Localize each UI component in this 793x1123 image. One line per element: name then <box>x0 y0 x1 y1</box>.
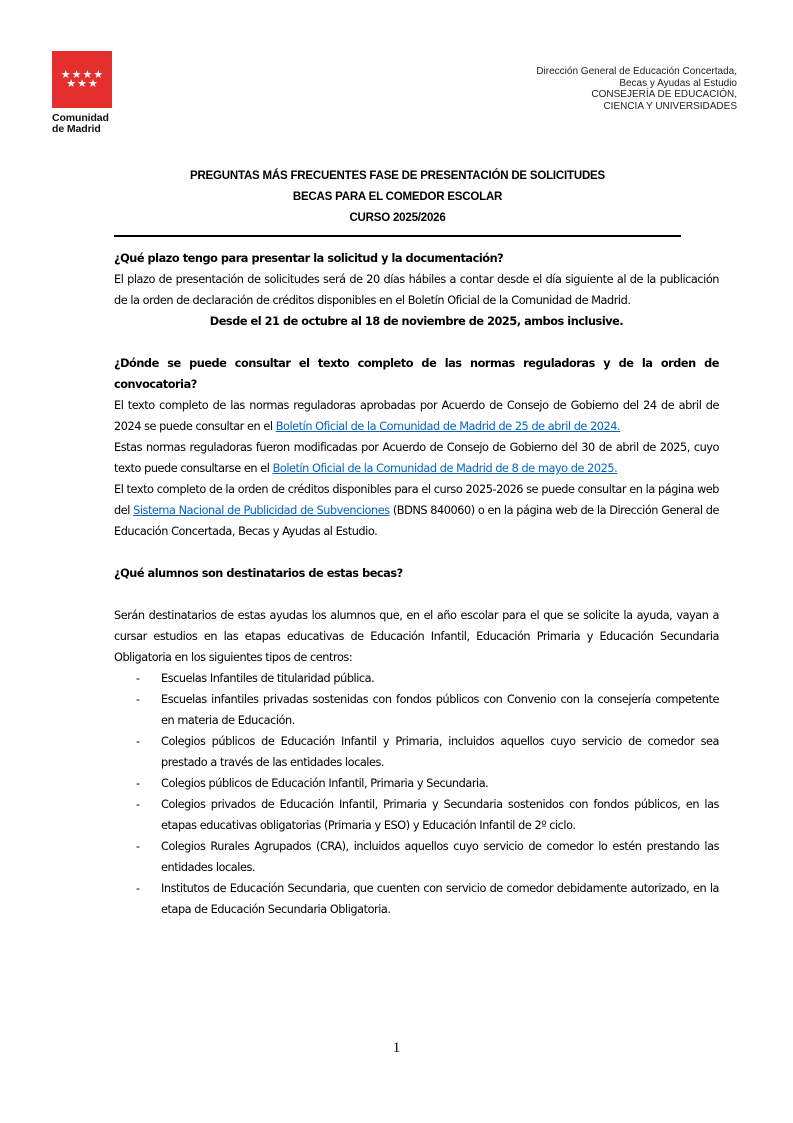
normas-p3-text-before: El texto completo de la orden de créditos disponibles para el curso 2025-2026 se puede consultar en la página web del <box>114 483 719 517</box>
list-item-text: Colegios públicos de Educación Infantil, Primaria y Secundaria. <box>161 777 489 790</box>
logo-line-2: de Madrid <box>52 123 101 135</box>
destinatarios-intro: Serán destinatarios de estas ayudas los alumnos que, en el año escolar para el que se solicite la ayuda, vayan a cursar estudios en las etapas educativas de Educación Infantil, Educación Primaria y Educación Secundaria Obligatoria en los siguientes tipos de centros: <box>114 609 719 664</box>
list-item-text: Escuelas Infantiles de titularidad pública. <box>161 672 375 685</box>
link-bdns[interactable]: Sistema Nacional de Publicidad de Subvenciones <box>133 504 390 517</box>
list-item <box>114 794 719 836</box>
title-line-1: PREGUNTAS MÁS FRECUENTES FASE DE PRESENTACIÓN DE SOLICITUDES <box>189 170 606 182</box>
dash-bullet-icon: - <box>136 735 140 748</box>
list-item <box>114 731 719 773</box>
list-item <box>114 689 719 731</box>
spacer <box>114 584 719 605</box>
stars-row-bottom: ★ ★ ★ <box>66 77 98 90</box>
list-item-text: Institutos de Educación Secundaria, que cuenten con servicio de comedor debidamente autorizado, en la etapa de Educación Secundaria Obligatoria. <box>161 882 719 916</box>
list-item-text: Colegios privados de Educación Infantil, Primaria y Secundaria sostenidos con fondos públicos, en las etapas educativas obligatorias (Primaria y ESO) y Educación Infantil de 2º ciclo. <box>161 798 719 832</box>
title-line-2: BECAS PARA EL COMEDOR ESCOLAR <box>292 191 503 203</box>
answer-normas-p2 <box>114 437 719 479</box>
title-divider <box>114 235 681 237</box>
stars-row-top: ★ ★ ★ ★ <box>60 68 104 81</box>
madrid-flag-icon <box>52 51 112 108</box>
normas-p2-text: Estas normas reguladoras fueron modificadas por Acuerdo de Consejo de Gobierno del 30 de abril de 2025, cuyo texto puede consultarse en el <box>114 441 719 475</box>
list-item <box>114 668 719 689</box>
answer-plazo: El plazo de presentación de solicitudes será de 20 días hábiles a contar desde el día siguiente al de la publicación de la orden de declaración de créditos disponibles en el Boletín Oficial de la Comunidad de Madrid. <box>114 273 719 307</box>
document-title <box>114 166 681 229</box>
link-bocm-2025[interactable]: Boletín Oficial de la Comunidad de Madrid de 8 de mayo de 2025. <box>272 462 618 475</box>
page-number: 1 <box>392 1040 401 1056</box>
list-item-text: Colegios públicos de Educación Infantil y Primaria, incluidos aquellos cuyo servicio de comedor sea prestado a través de las entidades locales. <box>161 735 719 769</box>
answer-normas-p3 <box>114 479 719 542</box>
department-line-3: CONSEJERÍA DE EDUCACIÓN, <box>591 89 737 100</box>
spacer <box>114 332 719 353</box>
dash-bullet-icon: - <box>136 777 140 790</box>
dash-bullet-icon: - <box>136 693 140 706</box>
list-item <box>114 773 719 794</box>
link-bocm-2024[interactable]: Boletín Oficial de la Comunidad de Madrid de 25 de abril de 2024. <box>275 420 621 433</box>
normas-p3-text-after: (BDNS 840060) o en la página web de la Dirección General de Educación Concertada, Becas y Ayudas al Estudio. <box>114 504 719 538</box>
question-plazo: ¿Qué plazo tengo para presentar la solicitud y la documentación? <box>114 252 504 265</box>
dash-bullet-icon: - <box>136 798 140 811</box>
plazo-dates: Desde el 21 de octubre al 18 de noviembre de 2025, ambos inclusive. <box>209 315 624 328</box>
list-item-text: Escuelas infantiles privadas sostenidas con fondos públicos con Convenio con la consejería competente en materia de Educación. <box>161 693 719 727</box>
department-line-2: Becas y Ayudas al Estudio <box>619 77 737 89</box>
dash-bullet-icon: - <box>136 882 140 895</box>
department-line-4: CIENCIA Y UNIVERSIDADES <box>603 100 737 112</box>
comunidad-madrid-logo <box>52 51 114 135</box>
normas-p1-text: El texto completo de las normas reguladoras aprobadas por Acuerdo de Consejo de Gobierno del 24 de abril de 2024 se puede consultar en el <box>114 399 719 433</box>
spacer <box>114 542 719 563</box>
title-line-3: CURSO 2025/2026 <box>349 212 446 224</box>
dash-bullet-icon: - <box>136 840 140 853</box>
question-normas: ¿Dónde se puede consultar el texto completo de las normas reguladoras y de la orden de convocatoria? <box>114 357 719 391</box>
issuing-department <box>536 66 737 112</box>
document-body <box>114 248 719 920</box>
answer-normas-p1 <box>114 395 719 437</box>
dash-bullet-icon: - <box>136 672 140 685</box>
list-item <box>114 836 719 878</box>
logo-wordmark <box>52 113 114 135</box>
center-types-list <box>114 668 719 920</box>
logo-line-1: Comunidad <box>52 112 109 124</box>
department-line-1: Dirección General de Educación Concertada, <box>536 66 737 77</box>
list-item-text: Colegios Rurales Agrupados (CRA), incluidos aquellos cuyo servicio de comedor lo estén prestando las entidades locales. <box>161 840 719 874</box>
question-destinatarios: ¿Qué alumnos son destinatarios de estas becas? <box>114 567 403 580</box>
list-item <box>114 878 719 920</box>
